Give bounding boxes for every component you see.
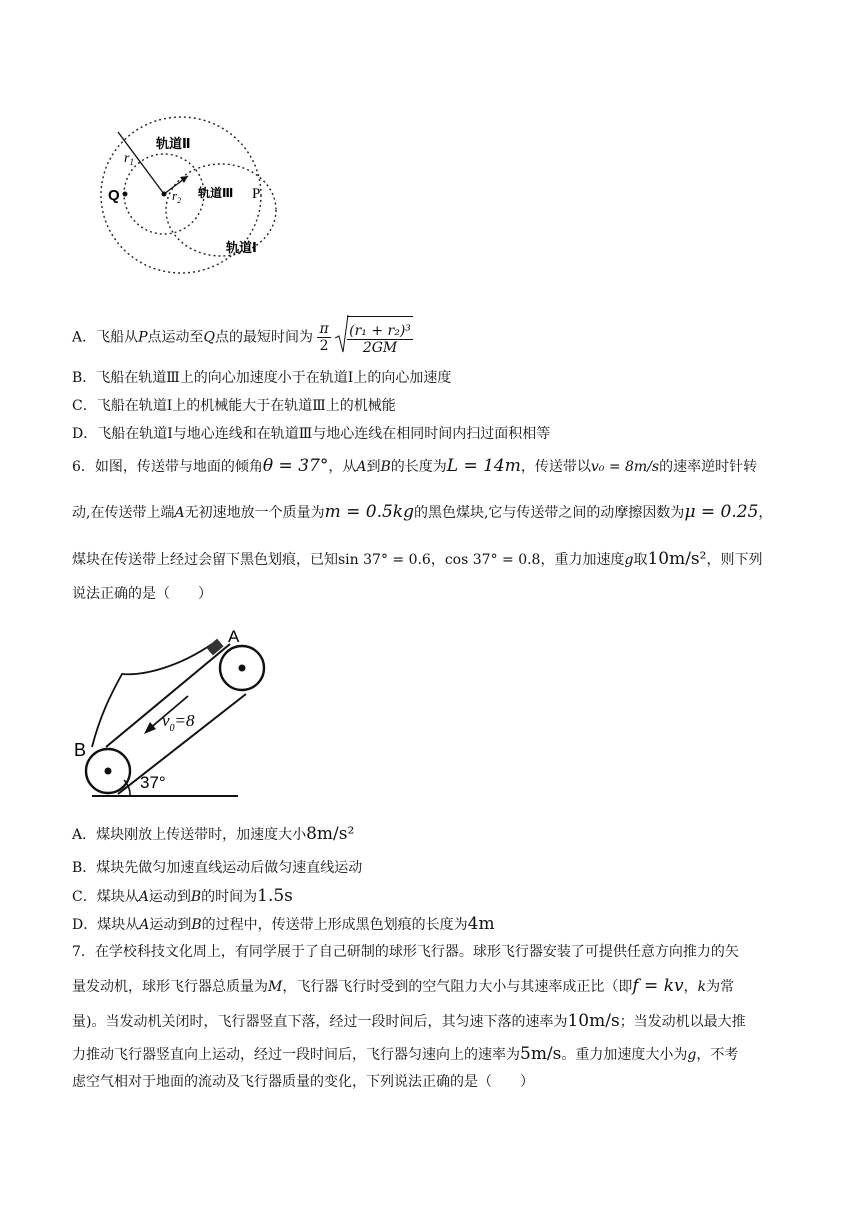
point-b-label: B (74, 740, 87, 760)
sqrt-expression: $\frac{\text{(r₁ + r₂)³}}{2GM}$ (335, 314, 413, 361)
p-label: P (252, 186, 261, 202)
upper-roller-axle (239, 665, 246, 672)
q6-stem-line-4: 说法正确的是（ ） (72, 586, 212, 602)
q6-stem-line-2: 动,在传送带上端A无初速地放一个质量为m = 0.5kg的黑色煤块,它与传送带之间的动摩擦因数为μ = 0.25， (72, 502, 773, 522)
belt-bottom-edge (118, 694, 246, 794)
r2-label: $r_2$ (172, 188, 182, 205)
velocity-label: $v_0=8$ (162, 711, 195, 734)
q6-stem-line-1: 6．如图，传送带与地面的倾角θ = 37°，从A到B的长度为L = 14m，传送带以v₀ = 8m/s的速率逆时针转 (72, 456, 758, 476)
orbit-figure (76, 112, 286, 284)
q6-option-a: A．煤块刚放上传送带时，加速度大小8m/s² (72, 824, 355, 844)
coal-block (206, 639, 223, 656)
q6-stem-line-3: 煤块在传送带上经过会留下黑色划痕，已知sin 37° = 0.6，cos 37° = 0.8，重力加速度g取10m/s²，则下列 (72, 549, 763, 569)
q7-stem-line-2: 量发动机，球形飞行器总质量为M，飞行器飞行时受到的空气阻力大小与其速率成正比（即f = kv，k为常 (72, 976, 735, 996)
q-label: Q (108, 187, 120, 204)
belt-top-edge (106, 644, 230, 747)
q7-stem-line-5: 虑空气相对于地面的流动及飞行器质量的变化，下列说法正确的是（ ） (72, 1074, 534, 1090)
lower-roller-axle (105, 768, 112, 775)
q6-option-c: C．煤块从A运动到B的时间为1.5s (72, 886, 293, 906)
q5-option-b: B．飞船在轨道Ⅲ上的向心加速度小于在轨道Ⅰ上的向心加速度 (72, 370, 452, 386)
orbit-2-label: 轨道Ⅱ (156, 137, 191, 152)
r1-label: $r_1$ (124, 151, 134, 167)
belt-sag-curve (92, 644, 212, 747)
q7-stem-line-4: 力推动飞行器竖直向上运动，经过一段时间后，飞行器匀速向上的速率为5m/s。重力加速度大小为g，不考 (72, 1044, 739, 1064)
q6-option-b: B．煤块先做匀加速直线运动后做匀速直线运动 (72, 860, 363, 876)
q7-stem-line-1: 7．在学校科技文化周上，有同学展于了自己研制的球形飞行器。球形飞行器安装了可提供任意方向推力的矢 (72, 944, 739, 960)
conveyor-figure (70, 616, 270, 802)
q5-option-d: D．飞船在轨道Ⅰ与地心连线和在轨道Ⅲ与地心连线在相同时间内扫过面积相等 (72, 426, 551, 442)
q5-option-c: C．飞船在轨道Ⅰ上的机械能大于在轨道Ⅲ上的机械能 (72, 398, 396, 414)
point-a-label: A (228, 627, 240, 646)
point-q (123, 192, 128, 197)
q5-option-a: A．飞船从P点运动至Q点的最短时间为 $\frac{\pi}{2}$ $\frac{\text{(r₁ + r₂)³}}{2GM}$ (72, 314, 413, 358)
pi-over-2: $\frac{\pi}{2}$ (319, 321, 329, 354)
orbit-3-label: 轨道Ⅲ (198, 186, 234, 200)
angle-label: 37° (140, 773, 166, 792)
q6-option-d: D．煤块从A运动到B的过程中，传送带上形成黑色划痕的长度为4m (72, 914, 495, 934)
orbit-1-label: 轨道Ⅰ (226, 241, 257, 256)
r2-arrow (180, 176, 188, 183)
q7-stem-line-3: 量)。当发动机关闭时，飞行器竖直下落，经过一段时间后，其匀速下落的速率为10m/s；当发动机以最大推 (72, 1011, 746, 1031)
